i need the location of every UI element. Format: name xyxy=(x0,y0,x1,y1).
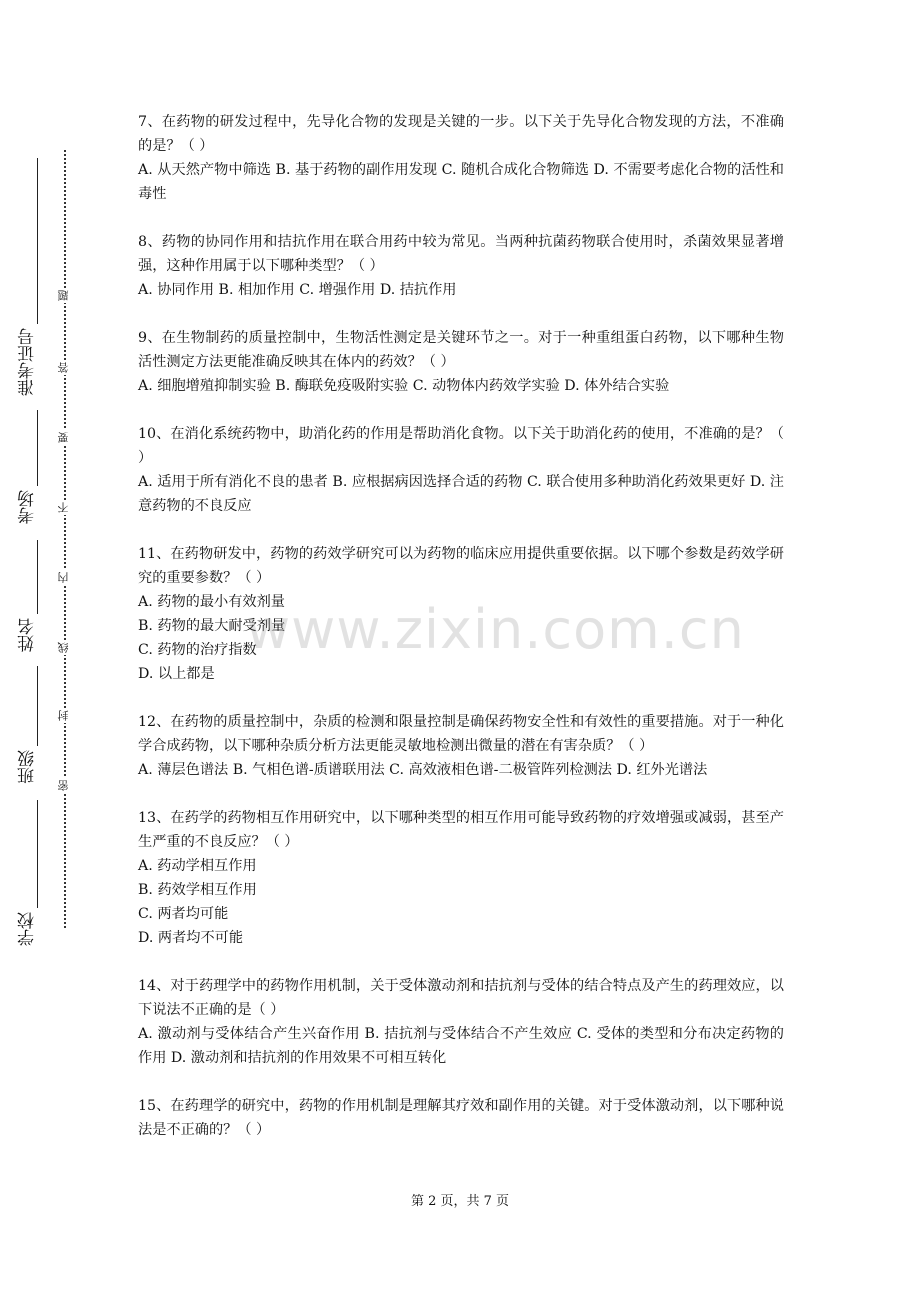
question-options: A. 细胞增殖抑制实验 B. 酶联免疫吸附实验 C. 动物体内药效学实验 D. 体外结合实验 xyxy=(138,378,670,394)
question-options: A. 薄层色谱法 B. 气相色谱-质谱联用法 C. 高效液相色谱-二极管阵列检测法 D. 红外光谱法 xyxy=(138,762,708,778)
question-15 xyxy=(138,1094,784,1142)
question-stem: 13、在药学的药物相互作用研究中，以下哪种类型的相互作用可能导致药物的疗效增强或减弱，甚至产生严重的不良反应？（ ） xyxy=(138,810,784,850)
question-9 xyxy=(138,326,784,398)
field-school-label: 学校 xyxy=(18,912,38,946)
seal-char: 密 xyxy=(57,780,70,791)
field-class-label: 班级 xyxy=(18,750,38,784)
class-line xyxy=(37,666,38,746)
page-footer: 第 2 页，共 7 页 xyxy=(410,1194,510,1209)
question-stem: 10、在消化系统药物中，助消化药的作用是帮助消化食物。以下关于助消化药的使用，不准确的是？（ ） xyxy=(138,426,784,466)
seal-char: 要 xyxy=(57,432,70,443)
binding-margin xyxy=(0,0,100,1302)
option-c: C. 两者均可能 xyxy=(138,906,229,922)
question-14 xyxy=(138,974,784,1070)
question-stem: 9、在生物制药的质量控制中，生物活性测定是关键环节之一。对于一种重组蛋白药物，以下哪种生物活性测定方法更能准确反映其在体内的药效？（ ） xyxy=(138,330,784,370)
seal-char: 答 xyxy=(57,362,70,373)
seal-dotted-line xyxy=(64,150,66,928)
option-d: D. 两者均不可能 xyxy=(138,930,244,946)
question-options: A. 激动剂与受体结合产生兴奋作用 B. 拮抗剂与受体结合不产生效应 C. 受体的类型和分布决定药物的作用 D. 激动剂和拮抗剂的作用效果不可相互转化 xyxy=(138,1026,784,1066)
field-name-label: 姓名 xyxy=(18,618,38,652)
seal-char: 内 xyxy=(57,572,70,583)
seal-char: 封 xyxy=(57,710,70,721)
option-d: D. 以上都是 xyxy=(138,666,215,682)
exam-number-line xyxy=(37,158,38,324)
field-exam-number-label: 准考证号 xyxy=(18,328,38,396)
question-12 xyxy=(138,710,784,782)
exam-room-line xyxy=(37,410,38,486)
watermark: www.zixin.com.cn xyxy=(246,598,745,661)
question-stem: 15、在药理学的研究中，药物的作用机制是理解其疗效和副作用的关键。对于受体激动剂，以下哪种说法是不正确的？（ ） xyxy=(138,1098,784,1138)
question-13 xyxy=(138,806,784,950)
question-stem: 11、在药物研发中，药物的药效学研究可以为药物的临床应用提供重要依据。以下哪个参数是药效学研究的重要参数？（ ） xyxy=(138,546,784,586)
school-line xyxy=(37,800,38,908)
question-8 xyxy=(138,230,784,302)
question-stem: 14、对于药理学中的药物作用机制，关于受体激动剂和拮抗剂与受体的结合特点及产生的药理效应，以下说法不正确的是（ ） xyxy=(138,978,784,1018)
question-options: A. 协同作用 B. 相加作用 C. 增强作用 D. 拮抗作用 xyxy=(138,282,457,298)
option-b: B. 药物的最大耐受剂量 xyxy=(138,618,286,634)
field-exam-room-label: 考场 xyxy=(18,490,38,524)
option-b: B. 药效学相互作用 xyxy=(138,882,257,898)
question-options: A. 适用于所有消化不良的患者 B. 应根据病因选择合适的药物 C. 联合使用多种助消化药效果更好 D. 注意药物的不良反应 xyxy=(138,474,784,514)
option-a: A. 药物的最小有效剂量 xyxy=(138,594,285,610)
seal-char: 线 xyxy=(57,642,70,653)
question-7 xyxy=(138,110,784,206)
option-a: A. 药动学相互作用 xyxy=(138,858,257,874)
question-10 xyxy=(138,422,784,518)
seal-char: 不 xyxy=(57,502,70,513)
seal-char: 题 xyxy=(57,290,70,301)
name-line xyxy=(37,540,38,614)
option-c: C. 药物的治疗指数 xyxy=(138,642,257,658)
question-stem: 7、在药物的研发过程中，先导化合物的发现是关键的一步。以下关于先导化合物发现的方法，不准确的是？（ ） xyxy=(138,114,784,154)
question-stem: 12、在药物的质量控制中，杂质的检测和限量控制是确保药物安全性和有效性的重要措施。对于一种化学合成药物，以下哪种杂质分析方法更能灵敏地检测出微量的潜在有害杂质？（ ） xyxy=(138,714,784,754)
question-stem: 8、药物的协同作用和拮抗作用在联合用药中较为常见。当两种抗菌药物联合使用时，杀菌效果显著增强，这种作用属于以下哪种类型？（ ） xyxy=(138,234,784,274)
question-options: A. 从天然产物中筛选 B. 基于药物的副作用发现 C. 随机合成化合物筛选 D. 不需要考虑化合物的活性和毒性 xyxy=(138,162,784,202)
